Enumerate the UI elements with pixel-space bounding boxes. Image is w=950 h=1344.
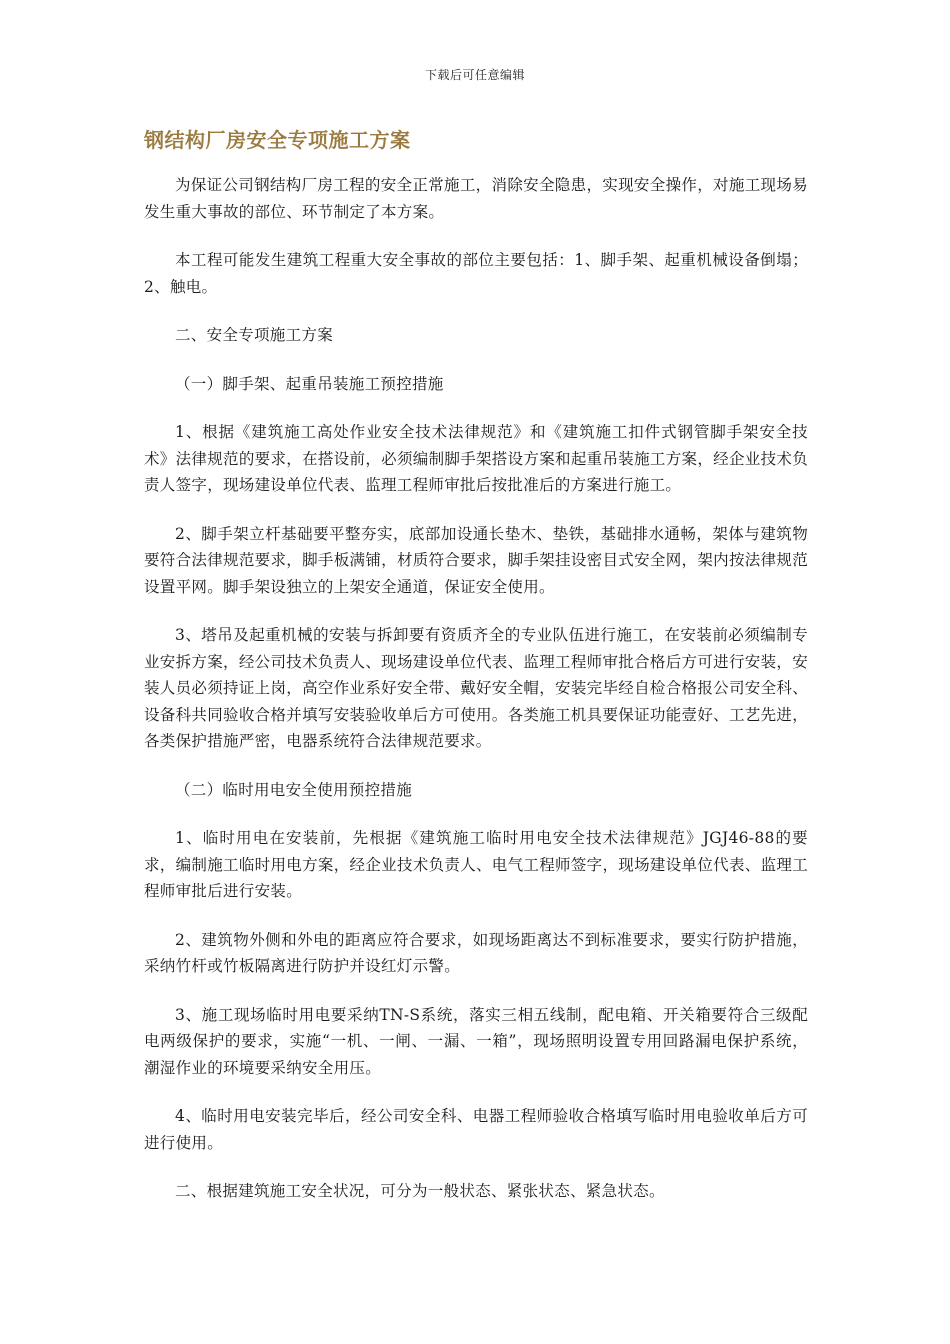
paragraph-electricity-4: 4、临时用电安装完毕后，经公司安全科、电器工程师验收合格填写临时用电验收单后方可进行使用。 [144,1107,808,1152]
section-heading-status: 二、根据建筑施工安全状况，可分为一般状态、紧张状态、紧急状态。 [175,1182,665,1200]
subsection-heading-scaffold: （一）脚手架、起重吊装施工预控措施 [175,374,444,393]
paragraph-intro: 为保证公司钢结构厂房工程的安全正常施工，消除安全隐患，实现安全操作，对施工现场易发生重大事故的部位、环节制定了本方案。 [144,176,808,221]
section-heading-safety-plan: 二、安全专项施工方案 [175,326,334,344]
paragraph-scaffold-3: 3、塔吊及起重机械的安装与拆卸要有资质齐全的专业队伍进行施工，在安装前必须编制专业安拆方案，经公司技术负责人、现场建设单位代表、监理工程师审批合格后方可进行安装，安装人员必须持证上岗，高空作业系好安全带、戴好安全帽，安装完毕经自检合格报公司安全科、设备科共同验收合格并填写安装验收单后方可使用。各类施工机具要保证功能壹好、工艺先进，各类保护措施严密，电器系统符合法律规范要求。 [144,626,808,750]
paragraph-electricity-2: 2、建筑物外侧和外电的距离应符合要求，如现场距离达不到标准要求，要实行防护措施，采纳竹杆或竹板隔离进行防护并设红灯示警。 [144,930,808,975]
paragraph-risk-areas: 本工程可能发生建筑工程重大安全事故的部位主要包括：1、脚手架、起重机械设备倒塌；2、触电。 [144,251,808,296]
paragraph-electricity-1: 1、临时用电在安装前，先根据《建筑施工临时用电安全技术法律规范》JGJ46-88的要求，编制施工临时用电方案，经企业技术负责人、电气工程师签字，现场建设单位代表、监理工程师审批后进行安装。 [144,829,808,900]
header-note: 下载后可任意编辑 [424,68,525,82]
document-title: 钢结构厂房安全专项施工方案 [144,128,411,152]
document-body [144,172,808,1227]
paragraph-scaffold-1: 1、根据《建筑施工高处作业安全技术法律规范》和《建筑施工扣件式钢管脚手架安全技术》法律规范的要求，在搭设前，必须编制脚手架搭设方案和起重吊装施工方案，经企业技术负责人签字，现场建设单位代表、监理工程师审批后按批准后的方案进行施工。 [144,423,808,494]
paragraph-electricity-3: 3、施工现场临时用电要采纳TN-S系统，落实三相五线制，配电箱、开关箱要符合三级配电两级保护的要求，实施“一机、一闸、一漏、一箱”，现场照明设置专用回路漏电保护系统，潮湿作业的环境要采纳安全用压。 [144,1005,808,1077]
subsection-heading-electricity: （二）临时用电安全使用预控措施 [175,780,413,799]
paragraph-scaffold-2: 2、脚手架立杆基础要平整夯实，底部加设通长垫木、垫铁，基础排水通畅，架体与建筑物要符合法律规范要求，脚手板满铺，材质符合要求，脚手架挂设密目式安全网，架内按法律规范设置平网。脚手架设独立的上架安全通道，保证安全使用。 [144,524,808,596]
